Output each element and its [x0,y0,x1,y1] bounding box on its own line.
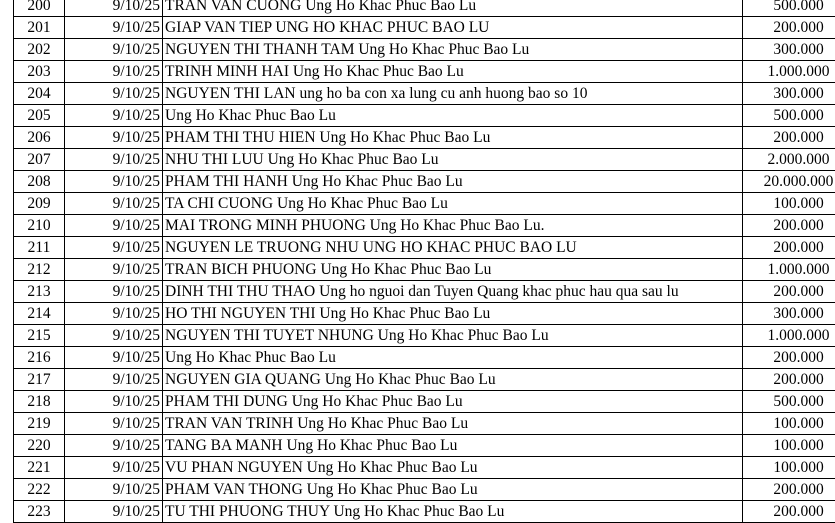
table-row [14,171,835,193]
row-date: 9/10/25 [65,17,163,39]
table-row [14,39,835,61]
row-content: Ung Ho Khac Phuc Bao Lu [163,105,743,127]
row-number: 203 [14,61,65,83]
row-amount: 300.000 [743,303,835,325]
row-date: 9/10/25 [65,0,163,17]
row-amount: 20.000.000 [743,171,835,193]
row-number: 201 [14,17,65,39]
row-date: 9/10/25 [65,39,163,61]
row-amount: 300.000 [743,39,835,61]
row-content: Ung Ho Khac Phuc Bao Lu [163,347,743,369]
row-number: 208 [14,171,65,193]
table-row [14,501,835,523]
row-date: 9/10/25 [65,105,163,127]
row-amount: 500.000 [743,105,835,127]
table-row [14,479,835,501]
row-date: 9/10/25 [65,259,163,281]
row-number: 212 [14,259,65,281]
table-row [14,61,835,83]
row-date: 9/10/25 [65,193,163,215]
row-number: 202 [14,39,65,61]
table-row [14,391,835,413]
row-date: 9/10/25 [65,83,163,105]
row-content: TRINH MINH HAI Ung Ho Khac Phuc Bao Lu [163,61,743,83]
row-amount: 500.000 [743,0,835,17]
row-content: NGUYEN LE TRUONG NHU UNG HO KHAC PHUC BAO LU [163,237,743,259]
donation-table [13,0,835,523]
row-date: 9/10/25 [65,149,163,171]
row-amount: 100.000 [743,457,835,479]
table-row [14,457,835,479]
row-amount: 200.000 [743,347,835,369]
row-amount: 1.000.000 [743,61,835,83]
row-content: PHAM THI THU HIEN Ung Ho Khac Phuc Bao Lu [163,127,743,149]
row-content: NGUYEN THI TUYET NHUNG Ung Ho Khac Phuc Bao Lu [163,325,743,347]
row-date: 9/10/25 [65,281,163,303]
table-row [14,369,835,391]
row-content: NGUYEN THI LAN ung ho ba con xa lung cu anh huong bao so 10 [163,83,743,105]
table-row [14,259,835,281]
table-row [14,237,835,259]
row-content: NHU THI LUU Ung Ho Khac Phuc Bao Lu [163,149,743,171]
row-number: 207 [14,149,65,171]
row-amount: 300.000 [743,83,835,105]
row-number: 205 [14,105,65,127]
row-amount: 100.000 [743,413,835,435]
row-number: 222 [14,479,65,501]
row-date: 9/10/25 [65,215,163,237]
row-content: TRAN BICH PHUONG Ung Ho Khac Phuc Bao Lu [163,259,743,281]
row-date: 9/10/25 [65,369,163,391]
row-number: 200 [14,0,65,17]
row-date: 9/10/25 [65,501,163,523]
row-content: TRAN VAN TRINH Ung Ho Khac Phuc Bao Lu [163,413,743,435]
row-content: TU THI PHUONG THUY Ung Ho Khac Phuc Bao Lu [163,501,743,523]
donation-table-body [14,0,835,523]
row-number: 206 [14,127,65,149]
table-row [14,325,835,347]
row-date: 9/10/25 [65,171,163,193]
table-row [14,413,835,435]
row-number: 217 [14,369,65,391]
donation-table-sheet [13,0,828,523]
table-row [14,105,835,127]
row-number: 218 [14,391,65,413]
row-amount: 500.000 [743,391,835,413]
row-amount: 200.000 [743,237,835,259]
table-row [14,281,835,303]
row-number: 215 [14,325,65,347]
table-row [14,127,835,149]
table-row [14,149,835,171]
row-date: 9/10/25 [65,347,163,369]
row-amount: 200.000 [743,369,835,391]
table-row [14,303,835,325]
row-date: 9/10/25 [65,457,163,479]
row-date: 9/10/25 [65,479,163,501]
table-row [14,347,835,369]
row-content: PHAM THI HANH Ung Ho Khac Phuc Bao Lu [163,171,743,193]
row-number: 221 [14,457,65,479]
row-content: TRAN VAN CUONG Ung Ho Khac Phuc Bao Lu [163,0,743,17]
row-date: 9/10/25 [65,303,163,325]
row-content: VU PHAN NGUYEN Ung Ho Khac Phuc Bao Lu [163,457,743,479]
row-amount: 200.000 [743,501,835,523]
row-date: 9/10/25 [65,61,163,83]
row-content: PHAM VAN THONG Ung Ho Khac Phuc Bao Lu [163,479,743,501]
row-amount: 200.000 [743,17,835,39]
row-number: 216 [14,347,65,369]
table-row-partial [14,0,835,17]
row-amount: 1.000.000 [743,325,835,347]
row-number: 204 [14,83,65,105]
row-amount: 200.000 [743,281,835,303]
row-amount: 100.000 [743,435,835,457]
row-number: 213 [14,281,65,303]
row-content: TANG BA MANH Ung Ho Khac Phuc Bao Lu [163,435,743,457]
row-number: 219 [14,413,65,435]
row-amount: 200.000 [743,127,835,149]
row-number: 220 [14,435,65,457]
row-date: 9/10/25 [65,413,163,435]
row-content: MAI TRONG MINH PHUONG Ung Ho Khac Phuc Bao Lu. [163,215,743,237]
row-number: 211 [14,237,65,259]
row-amount: 100.000 [743,193,835,215]
row-date: 9/10/25 [65,391,163,413]
row-amount: 1.000.000 [743,259,835,281]
row-date: 9/10/25 [65,435,163,457]
row-amount: 2.000.000 [743,149,835,171]
table-row [14,17,835,39]
row-content: DINH THI THU THAO Ung ho nguoi dan Tuyen Quang khac phuc hau qua sau lu [163,281,743,303]
row-content: PHAM THI DUNG Ung Ho Khac Phuc Bao Lu [163,391,743,413]
row-number: 223 [14,501,65,523]
row-number: 214 [14,303,65,325]
row-content: NGUYEN THI THANH TAM Ung Ho Khac Phuc Bao Lu [163,39,743,61]
row-date: 9/10/25 [65,237,163,259]
row-date: 9/10/25 [65,325,163,347]
row-number: 209 [14,193,65,215]
table-row [14,193,835,215]
table-row [14,435,835,457]
row-content: GIAP VAN TIEP UNG HO KHAC PHUC BAO LU [163,17,743,39]
table-row [14,215,835,237]
row-date: 9/10/25 [65,127,163,149]
table-row [14,83,835,105]
row-amount: 200.000 [743,215,835,237]
row-content: NGUYEN GIA QUANG Ung Ho Khac Phuc Bao Lu [163,369,743,391]
row-number: 210 [14,215,65,237]
row-content: TA CHI CUONG Ung Ho Khac Phuc Bao Lu [163,193,743,215]
row-amount: 200.000 [743,479,835,501]
row-content: HO THI NGUYEN THI Ung Ho Khac Phuc Bao Lu [163,303,743,325]
